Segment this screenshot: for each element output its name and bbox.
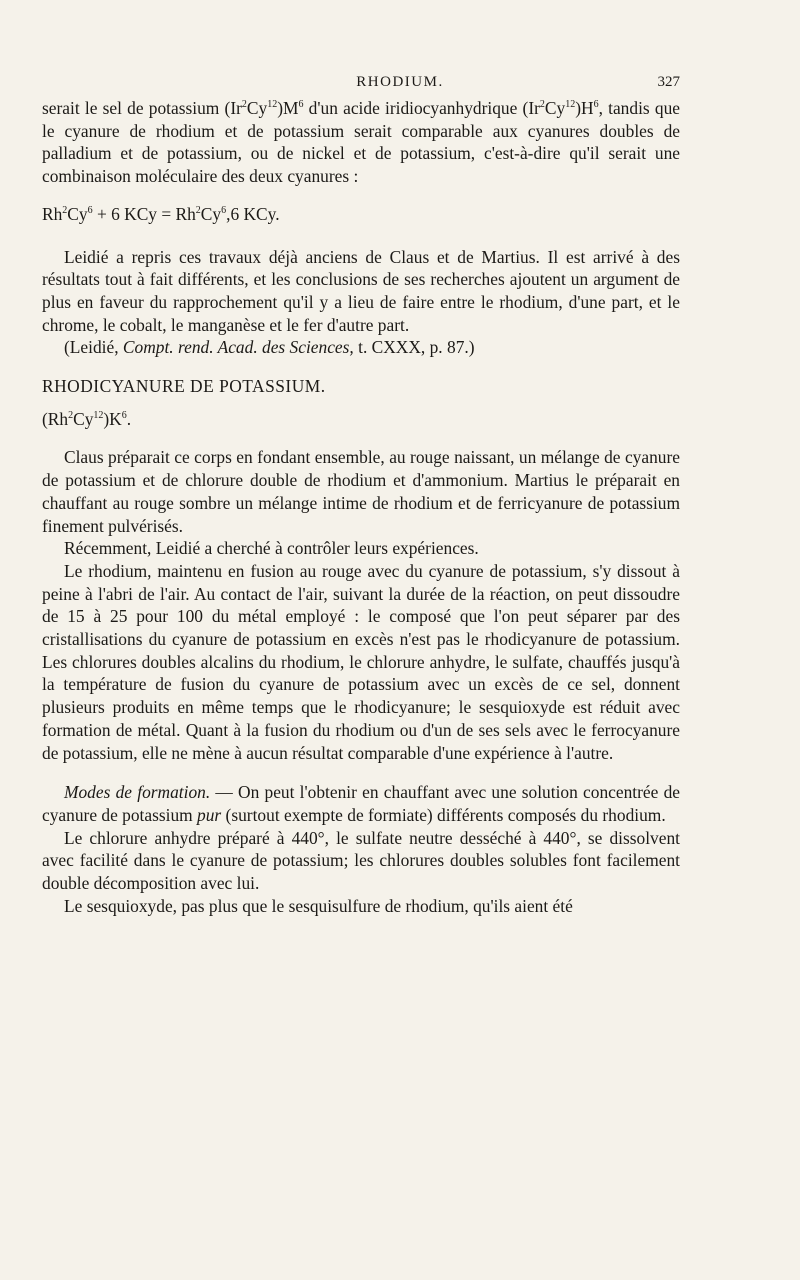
page-body xyxy=(42,97,680,918)
page-number: 327 xyxy=(657,74,680,90)
paragraph-fusion: Le rhodium, maintenu en fusion au rouge avec du cyanure de potassium, s'y dissout à peine à l'abri de l'air. Au contact de l'air, suivant la durée de la réaction, on peut dissoudre de 15 à 25 pour 100 du métal employé : le composé que l'on peut séparer par des cristallisations du cyanure de potassium en excès n'est pas le rhodicyanure de potassium. Les chlorures doubles alcalins du rhodium, le chlorure anhydre, le sulfate, chauffés jusqu'à la température de fusion du cyanure de potassium avec un excès de ce sel, donnent plusieurs produits en même temps que le rhodicyanure; le sesquioxyde est réduit avec formation de métal. Quant à la fusion du rhodium ou d'un de ses sels avec le ferrocyanure de potassium, elle ne mène à aucun résultat comparable d'une expérience à l'autre. xyxy=(42,560,680,763)
paragraph-iridiocyanure: serait le sel de potassium $(Ir^2Cy^{12})M^6$ d'un acide iridiocyanhydrique $(Ir^2Cy^{12})H^6$, tandis que le cyanure de rhodium et de potassium serait comparable aux cyanures doubles de palladium et de potassium, ou de nickel et de potassium, c'est-à-dire qu'il serait une combinaison moléculaire des deux cyanures : xyxy=(42,98,680,187)
running-title: RHODIUM. xyxy=(356,74,444,90)
section-heading: RHODICYANURE DE POTASSIUM. xyxy=(42,376,326,397)
paragraph-chlorure-anhydre: Le chlorure anhydre préparé à 440°, le sulfate neutre desséché à 440°, se dissolvent avec facilité dans le cyanure de potassium; les chlorures doubles solubles font facilement double décomposition avec lui. xyxy=(42,827,680,894)
paragraph-modes-de-formation: Modes de formation. — On peut l'obtenir en chauffant avec une solution concentrée de cyanure de potassium pur (surtout exempte de formiate) différents composés du rhodium. xyxy=(42,782,680,825)
formula-double-cyanure: $Rh^2Cy^6 + 6$ KCy = $Rh^2Cy^6,6$ KCy. xyxy=(42,203,280,224)
paragraph-sesquioxyde: Le sesquioxyde, pas plus que le sesquisulfure de rhodium, qu'ils aient été xyxy=(64,895,573,916)
paragraph-leidie: Leidié a repris ces travaux déjà anciens de Claus et de Martius. Il est arrivé à des résultats tout à fait différents, et les conclusions de ses recherches ajoutent un argument de plus en faveur du rapprochement qu'il y a lieu de faire entre le rhodium, d'une part, et le chrome, le cobalt, le manganèse et le fer d'autre part. xyxy=(42,246,680,335)
paragraph-recemment: Récemment, Leidié a cherché à contrôler leurs expériences. xyxy=(64,538,479,559)
paragraph-claus: Claus préparait ce corps en fondant ensemble, au rouge naissant, un mélange de cyanure de potassium et de chlorure double de rhodium et d'ammonium. Martius le préparait en chauffant au rouge sombre un mélange intime de rhodium et de ferricyanure de potassium finement pulvérisés. xyxy=(42,447,680,536)
formula-rhodicyanure: $(Rh^2Cy^{12})K^6$. xyxy=(42,408,132,429)
reference-compt-rend: (Leidié, Compt. rend. Acad. des Sciences, t. CXXX, p. 87.) xyxy=(64,337,475,358)
